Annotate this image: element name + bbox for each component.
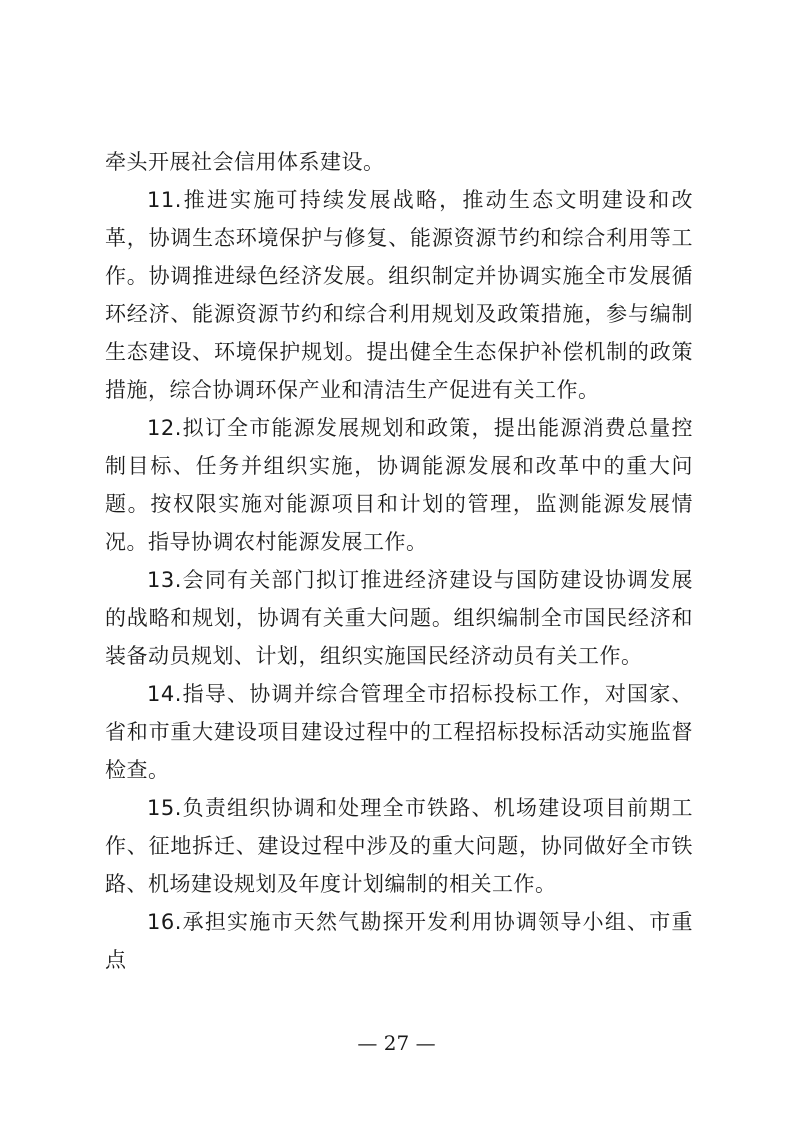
paragraph-item-14: 14.指导、协调并综合管理全市招标投标工作，对国家、省和市重大建设项目建设过程中的工程招标投标活动实施监督检查。	[105, 682, 693, 782]
paragraph-item-11: 11.推进实施可持续发展战略，推动生态文明建设和改革，协调生态环境保护与修复、能源资源节约和综合利用等工作。协调推进绿色经济发展。组织制定并协调实施全市发展循环经济、能源资源节约和综合利用规划及政策措施，参与编制生态建设、环境保护规划。提出健全生态保护补偿机制的政策措施，综合协调环保产业和清洁生产促进有关工作。	[105, 188, 693, 402]
page-number: — 27 —	[357, 1031, 436, 1055]
paragraph-continuation: 牵头开展社会信用体系建设。	[105, 150, 385, 174]
paragraph-item-12: 12.拟订全市能源发展规划和政策，提出能源消费总量控制目标、任务并组织实施，协调能源发展和改革中的重大问题。按权限实施对能源项目和计划的管理，监测能源发展情况。指导协调农村能源发展工作。	[105, 416, 693, 554]
paragraph-item-13: 13.会同有关部门拟订推进经济建设与国防建设协调发展的战略和规划，协调有关重大问题。组织编制全市国民经济和装备动员规划、计划，组织实施国民经济动员有关工作。	[105, 568, 693, 668]
paragraph-item-16: 16.承担实施市天然气勘探开发利用协调领导小组、市重点	[105, 910, 693, 972]
paragraph-item-15: 15.负责组织协调和处理全市铁路、机场建设项目前期工作、征地拆迁、建设过程中涉及的重大问题，协同做好全市铁路、机场建设规划及年度计划编制的相关工作。	[105, 796, 693, 896]
document-body	[105, 143, 693, 979]
